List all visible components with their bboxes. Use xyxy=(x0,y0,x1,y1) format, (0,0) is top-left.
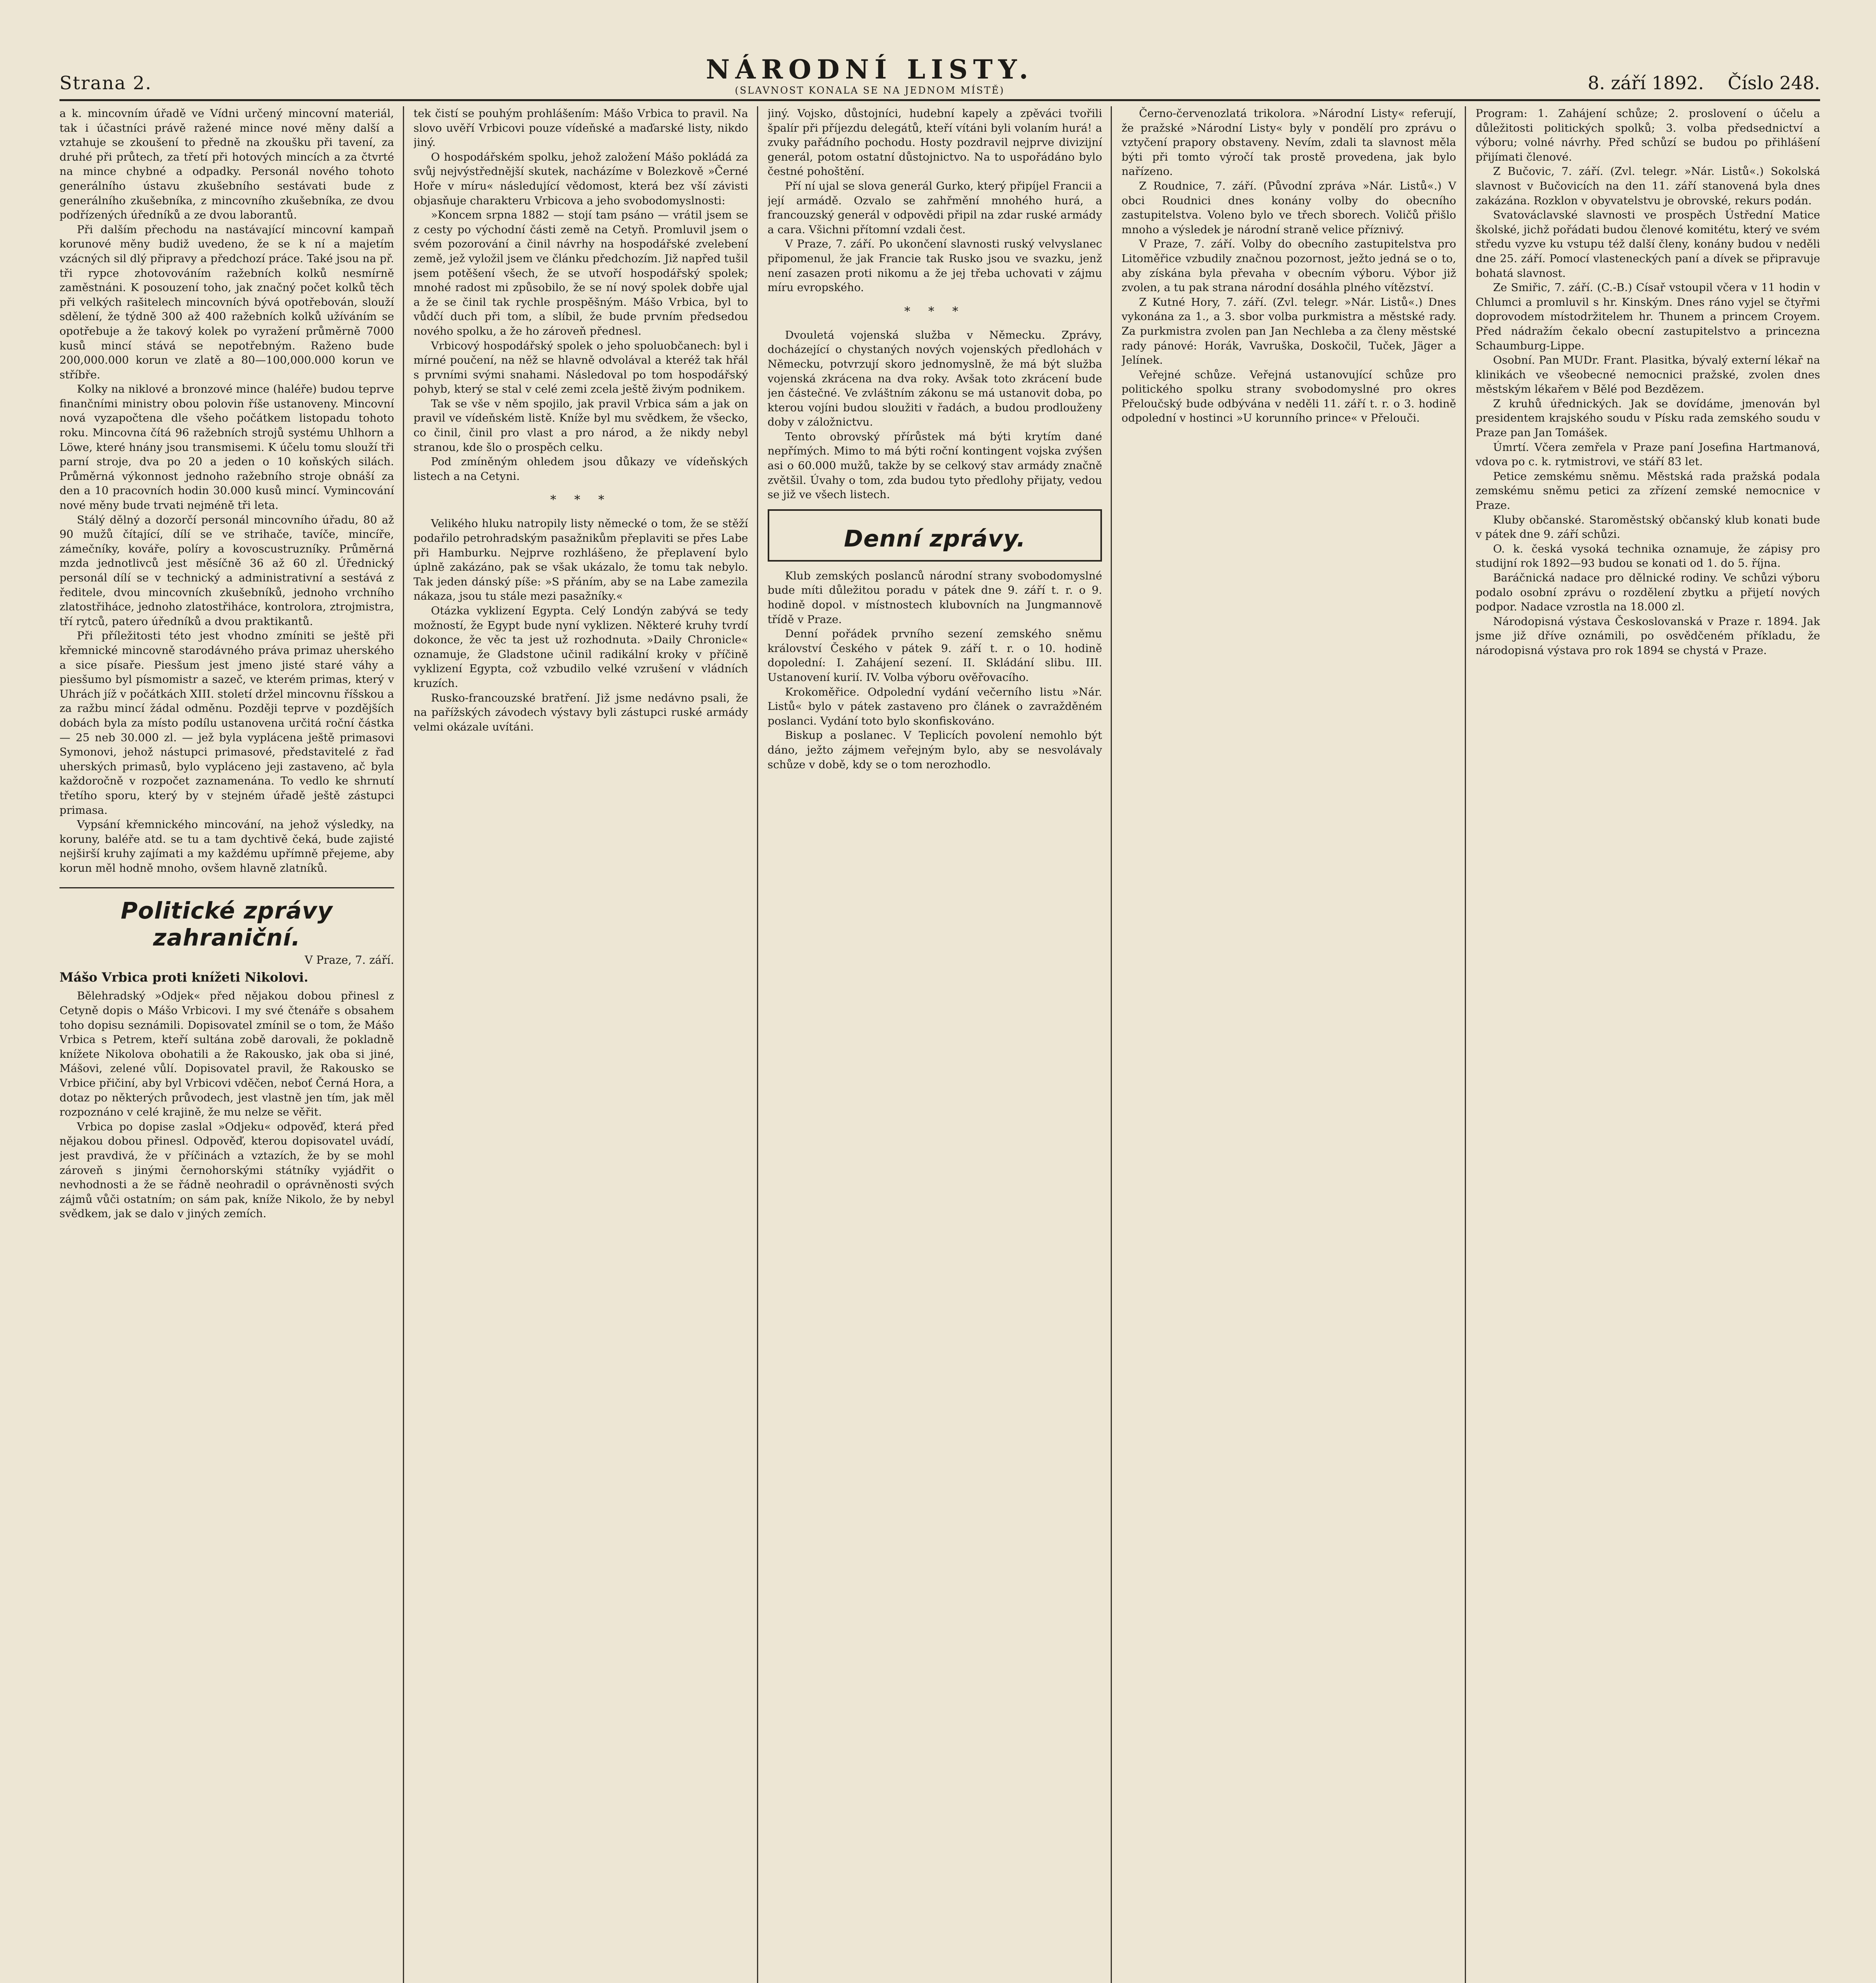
newspaper-title: NÁRODNÍ LISTY. xyxy=(705,54,1034,85)
paragraph: Z kruhů úřednických. Jak se dovídáme, jmenován byl presidentem krajského soudu v Písku rada zemského soudu v Praze pan Jan Tomášek. xyxy=(1476,397,1820,439)
paragraph: Z Kutné Hory, 7. září. (Zvl. telegr. »Nár. Listů«.) Dnes vykonána za 1., a 3. sbor volba purkmistra a městské rady. Za purkmistra zvolen pan Jan Nechleba a za členy městské rady pánové: Horák, Vavruška, Doskočil, Tuček, Jäger a Jelínek. xyxy=(1121,295,1456,367)
issue-number: Číslo 248. xyxy=(1728,72,1820,94)
paragraph: V Praze, 7. září. Volby do obecního zastupitelstva pro Litoměřice vzbudily značnou pozornost, ježto jedná se o to, aby získána byla převaha v obecním výboru. Výbor již zvolen, a tu pak strana národní dosáhla plného vítězství. xyxy=(1121,238,1456,294)
column-4 xyxy=(1121,106,1466,1983)
column-3 xyxy=(768,106,1112,1983)
paragraph: Národopisná výstava Českoslovanská v Praze r. 1894. Jak jsme již dříve oznámili, po osvědčeném příkladu, že národopisná výstava pro rok 1894 se chystá v Praze. xyxy=(1476,615,1820,657)
paragraph: Svatováclavské slavnosti ve prospěch Ústřední Matice školské, jichž pořádati budou členové komitétu, který ve svém středu vyzve ku vstupu též další členy, konány budou v neděli dne 25. září. Pomocí vlasteneckých paní a dívek se připravuje bohatá slavnost. xyxy=(1476,209,1820,280)
section-heading: Denní zprávy. xyxy=(844,525,1026,552)
paragraph: Vrbicový hospodářský spolek o jeho spoluobčanech: byl i mírné poučení, na něž se hlavně odvolával a kteréž tak hřál s prvními svými snahami. Následoval po tom hospodářský pohyb, který se stal v celé zemi zcela ještě živým podnikem. xyxy=(413,339,748,396)
paragraph: Krokoměřice. Odpolední vydání večerního listu »Nár. Listů« bylo v pátek zastaveno pro článek o zavražděném poslanci. Vydání toto bylo skonfiskováno. xyxy=(767,685,1102,727)
issue-date: 8. září 1892. xyxy=(1587,72,1704,94)
paragraph: Program: 1. Zahájení schůze; 2. proslovení o účelu a důležitosti politických spolků; 3. volba předsednictví a výboru; volné návrhy. Před schůzí se budou po přihlášení přijímati členové. xyxy=(1476,107,1820,163)
paragraph: Stálý dělný a dozorčí personál mincovního úřadu, 80 až 90 mužů čítající, dílí se ve strihače, tavíče, mincíře, zámečníky, kováře, políry a kovoscustruzníky. Průměrná mzda jednotlivců jest měsíčně 36 až 60 zl. Úřednický personál dílí se v technický a administrativní a sestává z ředitele, dvou mincovních zkušebníků, jednoho vrchního zlatostřiháce, jednoho zlatostřiháce, kontrolora, ztrojmistra, tří rytců, patero úředníků a dvou praktikantů. xyxy=(59,513,394,628)
paragraph: Vypsání křemnického mincování, na jehož výsledky, na koruny, baléře atd. se tu a tam dychtivě čeká, bude zajisté nejširší kruhy zajímati a my každému upřímně přejeme, aby korun měl hodně mnoho, ovšem hlavně zlatníků. xyxy=(59,818,394,875)
paragraph: Pod zmíněným ohledem jsou důkazy ve vídeňských listech a na Cetyni. xyxy=(413,455,748,483)
paragraph: Osobní. Pan MUDr. Frant. Plasitka, bývalý externí lékař na klinikách ve všeobecné nemocnici pražské, zvolen dnes městským lékařem v Bělé pod Bezdězem. xyxy=(1476,354,1820,396)
paragraph: V Praze, 7. září. Po ukončení slavnosti ruský velvyslanec připomenul, že jak Francie tak Rusko jsou ve svazku, jenž není zasazen proti nikomu a že jej třeba uchovati v zájmu míru evropského. xyxy=(767,238,1102,294)
separator-stars: * * * xyxy=(904,304,966,318)
section-heading: Politické zprávy zahraniční. xyxy=(121,897,333,951)
paragraph: Úmrtí. Včera zemřela v Praze paní Josefina Hartmanová, vdova po c. k. rytmistrovi, ve stáří 83 let. xyxy=(1476,441,1820,468)
paragraph: Vrbica po dopise zaslal »Odjeku« odpověď, která před nějakou dobou přinesl. Odpověď, kterou dopisovatel uvádí, jest pravdivá, že v příčinách a vztazích, že by se mohl zároveň s jinými černohorskými státníky vyjádřit o nevhodnosti a že se řádně neohradil o oprávněnosti svých zájmů vůči ostatním; on sám pak, kníže Nikolo, že by nebyl svědkem, jak se dalo v jiných zemích. xyxy=(59,1120,394,1220)
masthead-right xyxy=(1588,72,1820,99)
paragraph: Dvouletá vojenská služba v Německu. Zprávy, docházející o chystaných nových vojenských předlohách v Německu, potvrzují skoro jednomyslně, že má být služba vojenská zkrácena na dva roky. Avšak toto zkrácení bude jen částečné. Ve zvláštním zákonu se má ustanovit doba, po kterou vojíni budou sloužiti v řadách, a budou prodlouženy doby v záložnictvu. xyxy=(767,328,1102,429)
newspaper-subtitle: (SLAVNOST KONALA SE NA JEDNOM MÍSTĚ) xyxy=(735,85,1005,96)
paragraph: Baráčnická nadace pro dělnické rodiny. Ve schůzi výboru podalo osobní zprávu o rozdělení zbytku a přijetí nových podpor. Nadace vzrostla na 18.000 zl. xyxy=(1476,572,1820,614)
paragraph: O hospodářském spolku, jehož založení Mášo pokládá za svůj nejvýstřednější skutek, nacházíme v Bolezkově »Černé Hoře v míru« následující vědomost, která bez vší závisti objasňuje charakteru Vrbicova a jeho svobodomyslnosti: xyxy=(413,150,748,207)
paragraph: Z Roudnice, 7. září. (Původní zpráva »Nár. Listů«.) V obci Roudnici dnes konány volby do obecního zastupitelstva. Voleno bylo ve třech sborech. Voličů přišlo mnoho a výsledek je národní straně velice příznivý. xyxy=(1121,179,1456,236)
masthead xyxy=(59,56,1820,101)
paragraph: Biskup a poslanec. V Teplicích povolení nemohlo být dáno, ježto zájmem veřejným bylo, aby se nesvolávaly schůze v době, kdy se o tom nerozhodlo. xyxy=(767,729,1102,771)
masthead-center xyxy=(706,56,1034,99)
paragraph: »Koncem srpna 1882 — stojí tam psáno — vrátil jsem se z cesty po východní části země na Cetyň. Promluvil jsem o svém pozorování a činil návrhy na hospodářské zvelebení země, jež vyložil jsem ve článku předchozím. Již napřed tušil jsem potěšení všech, že se utvoří hospodářský spolek; mnohé radost mi způsobilo, že se ní nový spolek dobře ujal a že se činil tak rychle prospěšným. Mášo Vrbica, byl to vůdčí duch při tom, a slíbil, že bude prvním předsedou nového spolku, a že ho zároveň přednesl. xyxy=(413,209,748,338)
paragraph: Bělehradský »Odjek« před nějakou dobou přinesl z Cetyně dopis o Mášo Vrbicovi. I my své čtenáře s obsahem toho dopisu seznámili. Dopisovatel zmínil se o tom, že Mášo Vrbica s Petrem, kteří sultána zobě darovali, že pokladně knížete Nikolova obohatili a že Rakousko, jak oba si jiné, Mášovi, zelené vůlí. Dopisovatel pravil, že Rakousko se Vrbice přičiní, aby byl Vrbicovi vděčen, neboť Černá Hora, a dotaz po některých průvodech, jest vlastně jen tím, jak měl rozpoznáno v celé krajině, že mu nelze se věřit. xyxy=(59,990,394,1119)
paragraph: Otázka vyklizení Egypta. Celý Londýn zabývá se tedy možností, že Egypt bude nyní vyklizen. Některé kruhy tvrdí dokonce, že věc ta jest už rozhodnuta. »Daily Chronicle« oznamuje, že Gladstone učinil radikální kroky v příčině vyklizení Egypta, což vzbudilo velké vzrušení v vládních kruzích. xyxy=(413,604,748,690)
paragraph: Klub zemských poslanců národní strany svobodomyslné bude míti důležitou poradu v pátek dne 9. září t. r. o 9. hodině dopol. v místnostech klubovních na Jungmannově třídě v Praze. xyxy=(767,569,1102,626)
column-5 xyxy=(1476,106,1820,1983)
paragraph: Ze Smiřic, 7. září. (C.-B.) Císař vstoupil včera v 11 hodin v Chlumci a promluvil s hr. Kinským. Dnes ráno vyjel se čtyřmi doprovodem místodržitelem hr. Thunem a princem Croyem. Před nádražím čekalo obecní zastupitelstvo a princezna Schaumburg-Lippe. xyxy=(1476,281,1820,352)
paragraph: Veřejné schůze. Veřejná ustanovující schůze pro politického spolku strany svobodomyslné pro okres Přeloučský bude odbývána v neděli 11. září t. r. o 3. hodině odpolední v hostinci »U korunního prince« v Přelouči. xyxy=(1121,368,1456,425)
section-rule xyxy=(59,887,394,888)
paragraph: jiný. Vojsko, důstojníci, hudební kapely a zpěváci tvořili špalír při příjezdu delegátů, kteří vítáni byli volaním hurá! a zvuky pařádního pochodu. Hosty pozdravil nejprve divizijní generál, potom ostatní důstojnictvo. Na to uspořádáno bylo čestné pohoštění. xyxy=(767,107,1102,178)
paragraph: Při dalším přechodu na nastávající mincovní kampaň korunové měny budiž uvedeno, že se k ní a majetím vzácných sil dlý připravy a předchozí práce. Také jsou na př. tři rypce zhotovováním ražebních kolků nesmírně zaměstnáni. K posouzení toho, jak značný počet kolků těch při velkých rašitelech mincovních bývá opotřebován, slouží sdělení, že týdně 300 až 400 ražebních kolků užíváním se opotřebuje a že takový kolek po vyražení průměrně 7000 kusů mincí stává se nepotřebným. Raženo bude 200,000.000 korun ve zlatě a 80—100,000.000 korun ve stříbře. xyxy=(59,223,394,381)
paragraph: Velikého hluku natropily listy německé o tom, že se stěží podařilo petrohradským pasažnikům přeplaviti se přes Labe při Hamburku. Nejprve rozhlášeno, že přeplavení bylo úplně zakázáno, pak se však ukázalo, že tomu tak nebylo. Tak jeden dánský píše: »S přáním, aby se na Labe zamezila nákaza, jsou tu stále mezi pasažníky.« xyxy=(413,517,748,603)
paragraph: Rusko-francouzské bratření. Již jsme nedávno psali, že na pařížských závodech výstavy byli zástupci ruské armády velmi okázale uvítáni. xyxy=(413,691,748,733)
paragraph: O. k. česká vysoká technika oznamuje, že zápisy pro studijní rok 1892—93 budou se konati od 1. do 5. října. xyxy=(1476,542,1820,570)
paragraph: Kolky na niklové a bronzové mince (haléře) budou teprve finančními ministry obou polovin říše ustanoveny. Mincovní nová vyzapočtena dle všeho počátkem listopadu tohoto roku. Mincovna čítá 96 ražebních strojů systému Uhlhorn a Löwe, které hnány jsou transmisemi. K účelu tomu slouží tři parní stroje, dva po 20 a jeden o 10 koňských silách. Průměrná výkonnost jednoho ražebního stroje obnáší za den a 10 pracovních hodin 30.000 kusů mincí. Vymincování nové měny bude trvati nejméně tři leta. xyxy=(59,383,394,512)
article-subheading: Mášo Vrbica proti knížeti Nikolovi. xyxy=(59,970,309,985)
dateline: V Praze, 7. září. xyxy=(305,953,394,967)
paragraph: Při příležitosti této jest vhodno zmíniti se ještě při křemnické mincovně starodávného práva primaz uherského a sice písaře. Piesšum jest jmeno jisté staré váhy a piesšumo byl písmomistr a sazeč, ve kterém primas, který v Uhrách jíž v počátkách XIII. století držel mincovnu říšskou a za ražbu mincí žádal odměnu. Později teprve v pozdějších dobách byla za místo podílu ustanovena určitá roční částka — 25 neb 30.000 zl. — jež byla vyplácena ještě primasovi Symonovi, jehož nástupci primasové, představitelé z řad uherských primasů, bylo vypláceno jeji zastaveno, ač byla každoročně v rozpočet zaznamenána. To vedlo ke shrnutí třetího sporu, který by v stejném úřadě ještě zástupci primasa. xyxy=(59,629,394,817)
paragraph: Denní pořádek prvního sezení zemského sněmu království Českého v pátek 9. září t. r. o 10. hodině dopolední: I. Zahájení sezení. II. Skládání slibu. III. Ustanovení kurií. IV. Volba výboru ověřovacího. xyxy=(767,627,1102,684)
paragraph: Tak se vše v něm spojilo, jak pravil Vrbica sám a jak on pravil ve vídeňském listě. Kníže byl mu svědkem, že všecko, co činil, činil pro vlast a pro národ, a že nikdy nebyl stranou, kde šlo o prospěch celku. xyxy=(413,397,748,454)
paragraph: tek čistí se pouhým prohlášením: Mášo Vrbica to pravil. Na slovo uvěří Vrbicovi pouze vídeňské a maďarské listy, nikdo jiný. xyxy=(413,107,748,149)
paragraph: a k. mincovním úřadě ve Vídni určený mincovní materiál, tak i účastníci právě ražené mince nové měny další a vztahuje se zkoušení to předně na zkoušku při tavení, za druhé při průtech, za třetí při hotových mincích a za čtvrté na mince chybné a odpadky. Personál nového tohoto generálního ústavu zkušebního sestávati bude z generálního zkušebníka, z mincovního zkušebníka, ze dvou podřízených úředníků a ze dvou laborantů. xyxy=(59,107,394,222)
section-box xyxy=(768,509,1102,562)
paragraph: Tento obrovský přírůstek má býti krytím dané nepřímých. Mimo to má býti roční kontingent vojska zvýšen asi o 60.000 mužů, takže by se celkový stav armády značně zvětšil. Úvahy o tom, zda budou tyto předlohy přijaty, vedou se již ve všech listech. xyxy=(767,430,1102,501)
paragraph: Pří ní ujal se slova generál Gurko, který připíjel Francii a její armádě. Ozvalo se zahřmění mnohého hurá, a francouzský generál v odpovědi připil na zdar ruské armády a cara. Všichni přítomní vzdali čest. xyxy=(767,179,1102,236)
page-label: Strana 2. xyxy=(59,72,152,94)
paragraph: Kluby občanské. Staroměstský občanský klub konati bude v pátek dne 9. září schůzi. xyxy=(1476,513,1820,541)
paragraph: Petice zemskému sněmu. Městská rada pražská podala zemskému sněmu petici za zřízení zemské nemocnice v Praze. xyxy=(1476,470,1820,512)
paragraph: Z Bučovic, 7. září. (Zvl. telegr. »Nár. Listů«.) Sokolská slavnost v Bučovicích na den 11. září stanovená byla dnes zakázána. Rozklon v obyvatelstvu je obrovské, rekurs podán. xyxy=(1476,165,1820,207)
text-columns xyxy=(59,106,1820,1983)
separator-stars: * * * xyxy=(550,493,611,507)
column-1 xyxy=(59,106,404,1983)
paragraph: Černo-červenozlatá trikolora. »Národní Listy« referují, že pražské »Národní Listy« byly v pondělí pro zprávu o vztyčení prapory obstaveny. Nevím, zdali ta slavnost měla býti při tomto výročí tak prostě provedena, jak bylo nařízeno. xyxy=(1121,107,1456,178)
column-2 xyxy=(414,106,758,1983)
